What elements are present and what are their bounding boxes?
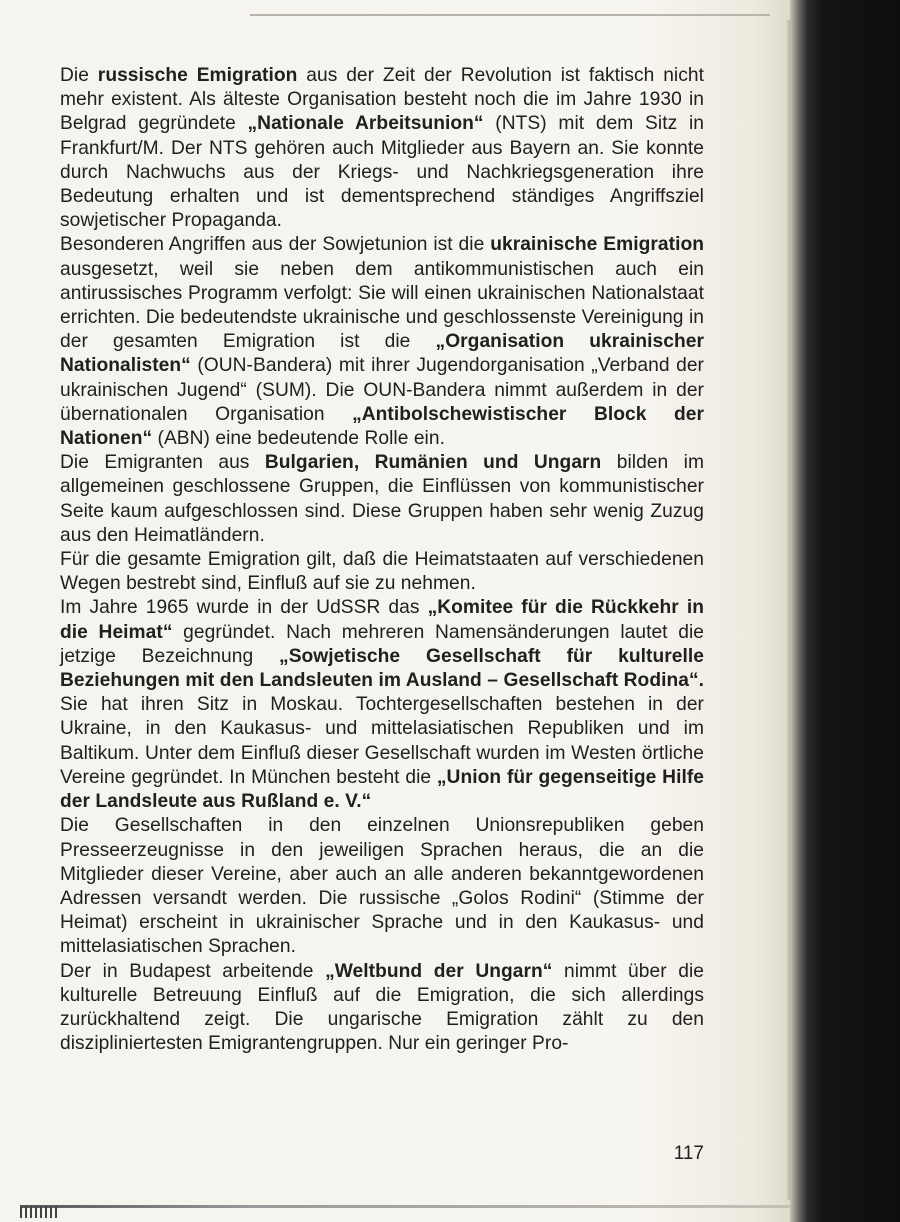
- paragraph-rodina-society: [60, 596, 704, 814]
- top-edge-line: [250, 14, 770, 16]
- bold-text-run: „Organisation ukrainischer Nationalisten“: [60, 331, 704, 377]
- text-run: Sie hat ihren Sitz in Moskau. Tochtergesellschaften bestehen in der Ukraine, in den Kaukasus- und mittelasiatischen Republiken und im Baltikum. Unter dem Einfluß dieser Gesellschaft wurden im Westen örtliche Vereine gegründet. In München besteht die: [60, 694, 704, 788]
- text-run: nimmt über die kulturelle Betreuung Einfluß auf die Emigration, die sich allerdings zurückhaltend zeigt. Die ungarische Emigration zählt zu den diszipliniertesten Emigrantengruppen. Nur ein geringer Pro-: [60, 960, 704, 1055]
- bold-text-run: „Weltbund der Ungarn“: [325, 960, 553, 982]
- text-run: Besonderen Angriffen aus der Sowjetunion ist die: [60, 234, 491, 256]
- paragraph-world-federation-hungarians: [60, 960, 704, 1057]
- bottom-edge-line: [20, 1205, 790, 1208]
- book-spine: [790, 0, 900, 1222]
- bold-text-run: „Union für gegenseitige Hilfe der Landsleute aus Rußland e. V.“: [60, 766, 704, 813]
- text-run: Die: [60, 65, 98, 86]
- paragraph-russian-emigration: [60, 64, 704, 233]
- bold-text-run: Bulgarien, Rumänien und Ungarn: [264, 452, 602, 474]
- text-run: bilden im allgemeinen geschlossene Gruppen, die Einflüssen von kommunistischer Seite kaum aufgeschlossen sind. Diese Gruppen haben sehr wenig Zuzug aus den Heimatländern.: [60, 452, 704, 546]
- text-run: Die Emigranten aus: [60, 452, 265, 474]
- bold-text-run: ukrainische Emigration: [490, 234, 704, 256]
- text-run: ausgesetzt, weil sie neben dem antikommunistischen auch ein antirussisches Programm verfolgt: Sie will einen ukrainischen Nationalstaat errichten. Die bedeutendste ukrainische und geschlossenste Vereinigung in der gesamten Emigration ist die: [60, 258, 704, 353]
- paragraph-press-publications: [60, 814, 704, 959]
- text-run: Im Jahre 1965 wurde in der UdSSR das: [60, 597, 428, 619]
- bold-text-run: „Sowjetische Gesellschaft für kulturelle Beziehungen mit den Landsleuten im Ausland – Gesellschaft Rodina“.: [60, 645, 704, 692]
- body-text: [60, 64, 704, 1056]
- bold-text-run: russische Emigration: [97, 65, 298, 86]
- text-run: Die Gesellschaften in den einzelnen Unionsrepubliken geben Presseerzeugnisse in den jeweiligen Sprachen heraus, die an die Mitglieder dieser Vereine, aber auch an alle anderen bekanntgewordenen Adressen versandt werden. Die russische „Golos Rodini“ (Stimme der Heimat) erscheint in ukrainischer Sprache und in den Kaukasus- und mittelasiatischen Sprachen.: [60, 815, 704, 958]
- text-run: gegründet. Nach mehreren Namensänderungen lautet die jetzige Bezeichnung: [60, 621, 704, 667]
- text-run: Der in Budapest arbeitende: [60, 960, 326, 982]
- bold-text-run: „Nationale Arbeitsunion“: [247, 113, 484, 135]
- text-run: Für die gesamte Emigration gilt, daß die Heimatstaaten auf verschiedenen Wegen bestrebt sind, Einfluß auf sie zu nehmen.: [60, 549, 704, 595]
- text-run: (NTS) mit dem Sitz in Frankfurt/M. Der NTS gehören auch Mitglieder aus Bayern an. Sie konnte durch Nachwuchs aus der Kriegs- und Nachkriegsgeneration ihre Bedeutung erhalten und ist dementsprechend ständiges Angriffsziel sowjetischer Propaganda.: [60, 113, 704, 232]
- paragraph-homeland-influence: [60, 548, 704, 596]
- bottom-edge-mark: [20, 1206, 60, 1218]
- text-run: (OUN-Bandera) mit ihrer Jugendorganisation „Verband der ukrainischen Jugend“ (SUM). Die OUN-Bandera nimmt außerdem in der übernationalen Organisation: [60, 355, 704, 425]
- paragraph-bulgaria-romania-hungary: [60, 451, 704, 548]
- text-run: aus der Zeit der Revolution ist faktisch nicht mehr existent. Als älteste Organisation besteht noch die im Jahre 1930 in Belgrad gegründete: [60, 65, 704, 135]
- bold-text-run: „Komitee für die Rückkehr in die Heimat“: [60, 597, 704, 643]
- paragraph-ukrainian-emigration: [60, 233, 704, 451]
- bold-text-run: „Antibolschewistischer Block der Nationen“: [60, 403, 704, 450]
- text-run: (ABN) eine bedeutende Rolle ein.: [152, 428, 445, 450]
- page-number: 117: [673, 1143, 704, 1164]
